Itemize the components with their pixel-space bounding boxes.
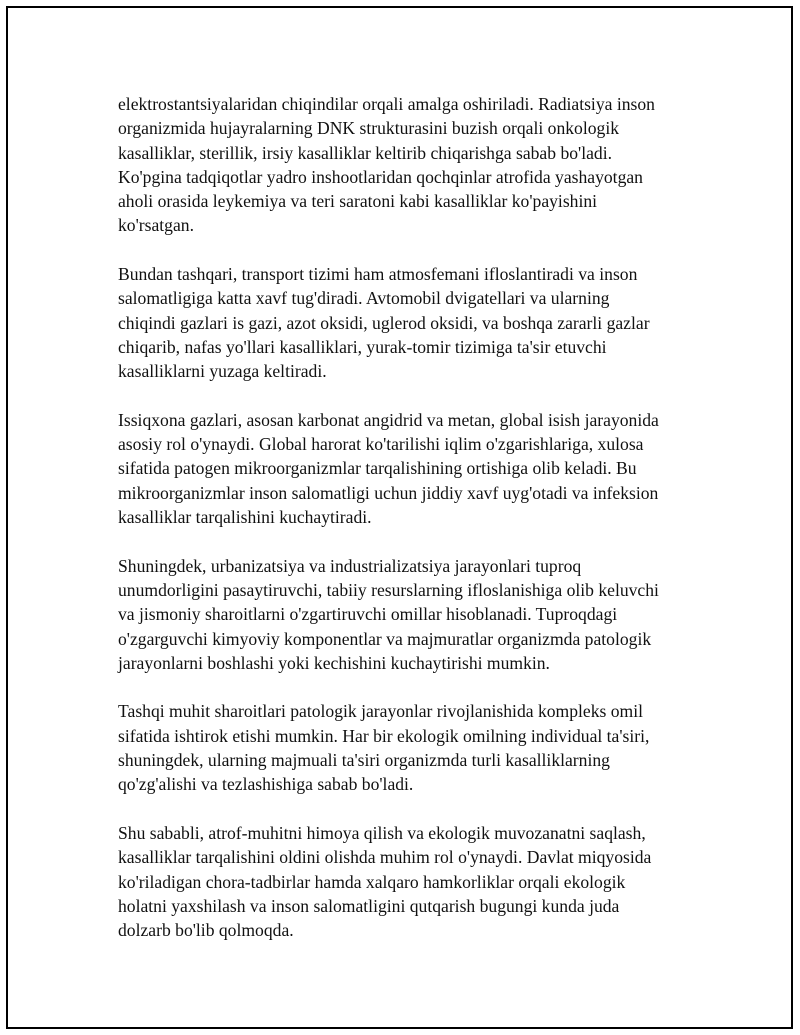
text-line: Tashqi muhit sharoitlari patologik jarayonlar rivojlanishida kompleks omil xyxy=(118,701,644,722)
text-line: chiqarib, nafas yo'llari kasalliklari, yurak-tomir tizimiga ta'sir etuvchi xyxy=(118,336,607,357)
text-line: kasalliklar, sterillik, irsiy kasalliklar keltirib chiqarishga sabab bo'ladi. xyxy=(118,142,612,163)
text-line: mikroorganizmlar inson salomatligi uchun jiddiy xavf uyg'otadi va infeksion xyxy=(118,482,659,503)
text-line: Bundan tashqari, transport tizimi ham atmosfemani ifloslantiradi va inson xyxy=(118,264,638,285)
text-line: asosiy rol o'ynaydi. Global harorat ko'tarilishi iqlim o'zgarishlariga, xulosa xyxy=(118,434,644,455)
text-line: Issiqxona gazlari, asosan karbonat angidrid va metan, global isish jarayonida xyxy=(118,409,659,430)
text-line: holatni yaxshilash va inson salomatligini qutqarish bugungi kunda juda xyxy=(118,895,620,916)
text-line: jarayonlarni boshlashi yoki kechishini kuchaytirishi mumkin. xyxy=(118,652,550,673)
paragraph-urbanization xyxy=(118,554,708,675)
text-line: kasalliklar tarqalishini kuchaytiradi. xyxy=(118,507,372,528)
paragraph-transport xyxy=(118,262,708,383)
text-line: Shu sababli, atrof-muhitni himoya qilish va ekologik muvozanatni saqlash, xyxy=(118,822,646,843)
text-line: sifatida ishtirok etishi mumkin. Har bir ekologik omilning individual ta'siri, xyxy=(118,725,650,746)
text-line: dolzarb bo'lib qolmoqda. xyxy=(118,920,294,941)
text-line: Ko'pgina tadqiqotlar yadro inshootlaridan qochqinlar atrofida yashayotgan xyxy=(118,166,643,187)
text-line: Shuningdek, urbanizatsiya va industrializatsiya jarayonlari tuproq xyxy=(118,555,582,576)
text-line: ko'rsatgan. xyxy=(118,215,194,236)
text-line: ko'riladigan chora-tadbirlar hamda xalqaro hamkorliklar orqali ekologik xyxy=(118,871,626,892)
text-line: o'zgarguvchi kimyoviy komponentlar va majmuratlar organizmda patologik xyxy=(118,628,652,649)
text-line: kasalliklarni yuzaga keltiradi. xyxy=(118,361,327,382)
text-line: va jismoniy sharoitlarni o'zgartiruvchi omillar hisoblanadi. Tuproqdagi xyxy=(118,604,618,625)
document-body xyxy=(118,92,708,967)
paragraph-conclusion xyxy=(118,821,708,942)
text-line: kasalliklar tarqalishini oldini olishda muhim rol o'ynaydi. Davlat miqyosida xyxy=(118,847,652,868)
text-line: elektrostantsiyalaridan chiqindilar orqali amalga oshiriladi. Radiatsiya inson xyxy=(118,94,655,114)
text-line: qo'zg'alishi va tezlashishiga sabab bo'ladi. xyxy=(118,774,414,795)
text-line: organizmida hujayralarning DNK strukturasini buzish orqali onkologik xyxy=(118,118,620,139)
text-line: unumdorligini pasaytiruvchi, tabiiy resurslarning ifloslanishiga olib keluvchi xyxy=(118,579,659,600)
paragraph-environment-factors xyxy=(118,699,708,796)
text-line: sifatida patogen mikroorganizmlar tarqalishining ortishiga olib keladi. Bu xyxy=(118,458,637,479)
paragraph-greenhouse-gases xyxy=(118,408,708,529)
text-line: chiqindi gazlari is gazi, azot oksidi, uglerod oksidi, va boshqa zararli gazlar xyxy=(118,312,650,333)
text-line: shuningdek, ularning majmuali ta'siri organizmda turli kasalliklarning xyxy=(118,750,610,771)
text-line: salomatligiga katta xavf tug'diradi. Avtomobil dvigatellari va ularning xyxy=(118,288,610,309)
paragraph-radiation xyxy=(118,92,708,238)
text-line: aholi orasida leykemiya va teri saratoni kabi kasalliklar ko'payishini xyxy=(118,191,598,212)
